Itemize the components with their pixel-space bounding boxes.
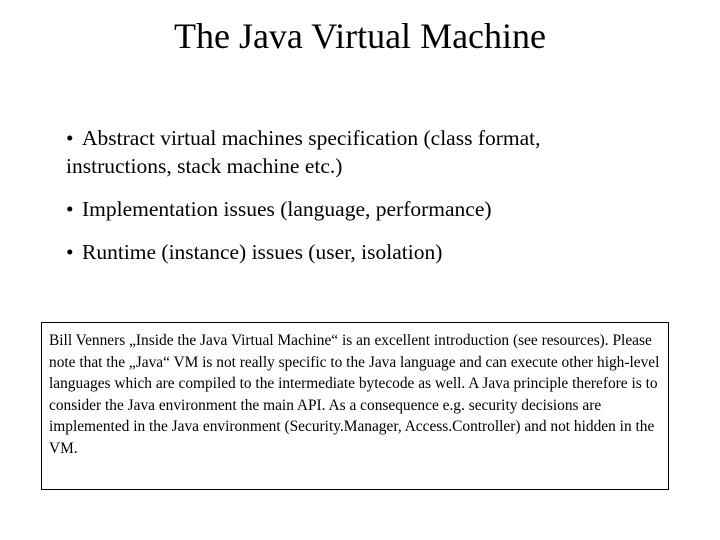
bullet-text: Implementation issues (language, performance) xyxy=(82,197,492,221)
bullet-text: Runtime (instance) issues (user, isolation) xyxy=(82,240,443,264)
bullet-item xyxy=(66,238,626,266)
note-box xyxy=(41,322,669,490)
bullet-marker: • xyxy=(66,126,74,150)
bullet-marker: • xyxy=(66,240,74,264)
slide-title: The Java Virtual Machine xyxy=(173,16,547,56)
bullet-item xyxy=(66,195,626,223)
bullet-text: Abstract virtual machines specification (class format, instructions, stack machine etc.) xyxy=(66,126,541,178)
bullet-marker: • xyxy=(66,197,74,221)
bullet-item xyxy=(66,124,626,180)
note-text: Bill Venners „Inside the Java Virtual Machine“ is an excellent introduction (see resources). Please note that the „Java“ VM is not really specific to the Java language and can execute other high-level languages which are compiled to the intermediate bytecode as well. A Java principle therefore is to consider the Java environment the main API. As a consequence e.g. security decisions are implemented in the Java environment (Security.Manager, Access.Controller) and not hidden in the VM. xyxy=(49,332,660,457)
bullet-list xyxy=(66,124,626,281)
